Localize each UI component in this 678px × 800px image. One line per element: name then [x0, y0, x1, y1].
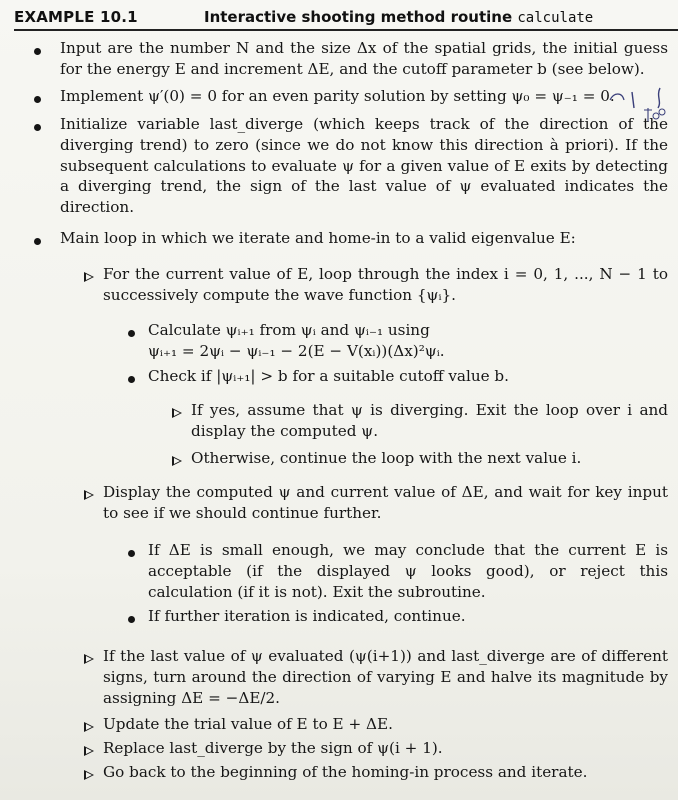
bullet-icon [128, 616, 135, 623]
case-continue: Otherwise, continue the loop with the next value i. [191, 449, 582, 467]
list-item-last-diverge: Initialize variable last_diverge (which keeps track of the direction of the diverging trend) to zero (since we do not know this direction à priori). If the subsequent calculations to evaluate ψ for a given value of E exits by detecting a diverging trend, the sign of the last value of ψ evaluated indicates the direction. [60, 115, 668, 217]
step-turn-around: If the last value of ψ evaluated (ψ(i+1)) and last_diverge are of different signs, turn around the direction of varying E and halve its magnitude by assigning ΔE = −ΔE/2. [103, 647, 668, 707]
substep-accept: If ΔE is small enough, we may conclude that the current E is acceptable (if the displayed ψ looks good), or reject this calculation (if it is not). Exit the subroutine. [148, 541, 668, 601]
bullet-icon [128, 330, 135, 337]
case-diverging: If yes, assume that ψ is diverging. Exit the loop over i and display the computed ψ. [191, 401, 668, 440]
triangle-bullet-icon [84, 770, 94, 780]
triangle-bullet-icon [172, 408, 182, 418]
triangle-bullet-icon [84, 722, 94, 732]
triangle-bullet-icon [172, 456, 182, 466]
bullet-icon [34, 48, 41, 55]
example-title [204, 8, 593, 26]
bullet-icon [128, 376, 135, 383]
example-header [14, 6, 674, 32]
bullet-icon [34, 124, 41, 131]
triangle-bullet-icon [84, 490, 94, 500]
header-rule [14, 29, 678, 31]
bullet-icon [34, 96, 41, 103]
step-loop-index: For the current value of E, loop through the index i = 0, 1, ..., N − 1 to successively compute the wave function {ψᵢ}. [103, 265, 668, 304]
example-label: EXAMPLE 10.1 [14, 8, 138, 26]
triangle-bullet-icon [84, 272, 94, 282]
bullet-icon [34, 238, 41, 245]
bullet-icon [128, 550, 135, 557]
substep-check-cutoff: Check if |ψᵢ₊₁| > b for a suitable cutoff value b. [148, 367, 509, 385]
example-title-text: Interactive shooting method routine [204, 8, 513, 26]
list-item-main-loop: Main loop in which we iterate and home-in to a valid eigenvalue E: [60, 229, 576, 247]
list-item-input: Input are the number N and the size Δx of the spatial grids, the initial guess for the energy E and increment ΔE, and the cutoff parameter b (see below). [60, 39, 668, 78]
substep-calculate: Calculate ψᵢ₊₁ from ψᵢ and ψᵢ₋₁ using [148, 321, 430, 339]
triangle-bullet-icon [84, 654, 94, 664]
function-name: calculate [517, 10, 594, 26]
substep-iterate: If further iteration is indicated, continue. [148, 607, 466, 625]
list-item-parity: Implement ψ′(0) = 0 for an even parity solution by setting ψ₀ = ψ₋₁ = 0. [60, 87, 615, 105]
step-go-back: Go back to the beginning of the homing-in process and iterate. [103, 763, 588, 781]
recurrence-formula: ψᵢ₊₁ = 2ψᵢ − ψᵢ₋₁ − 2(E − V(xᵢ))(Δx)²ψᵢ. [148, 342, 445, 360]
step-replace-sign: Replace last_diverge by the sign of ψ(i + 1). [103, 739, 443, 757]
step-display: Display the computed ψ and current value of ΔE, and wait for key input to see if we should continue further. [103, 483, 668, 522]
triangle-bullet-icon [84, 746, 94, 756]
step-update-energy: Update the trial value of E to E + ΔE. [103, 715, 393, 733]
